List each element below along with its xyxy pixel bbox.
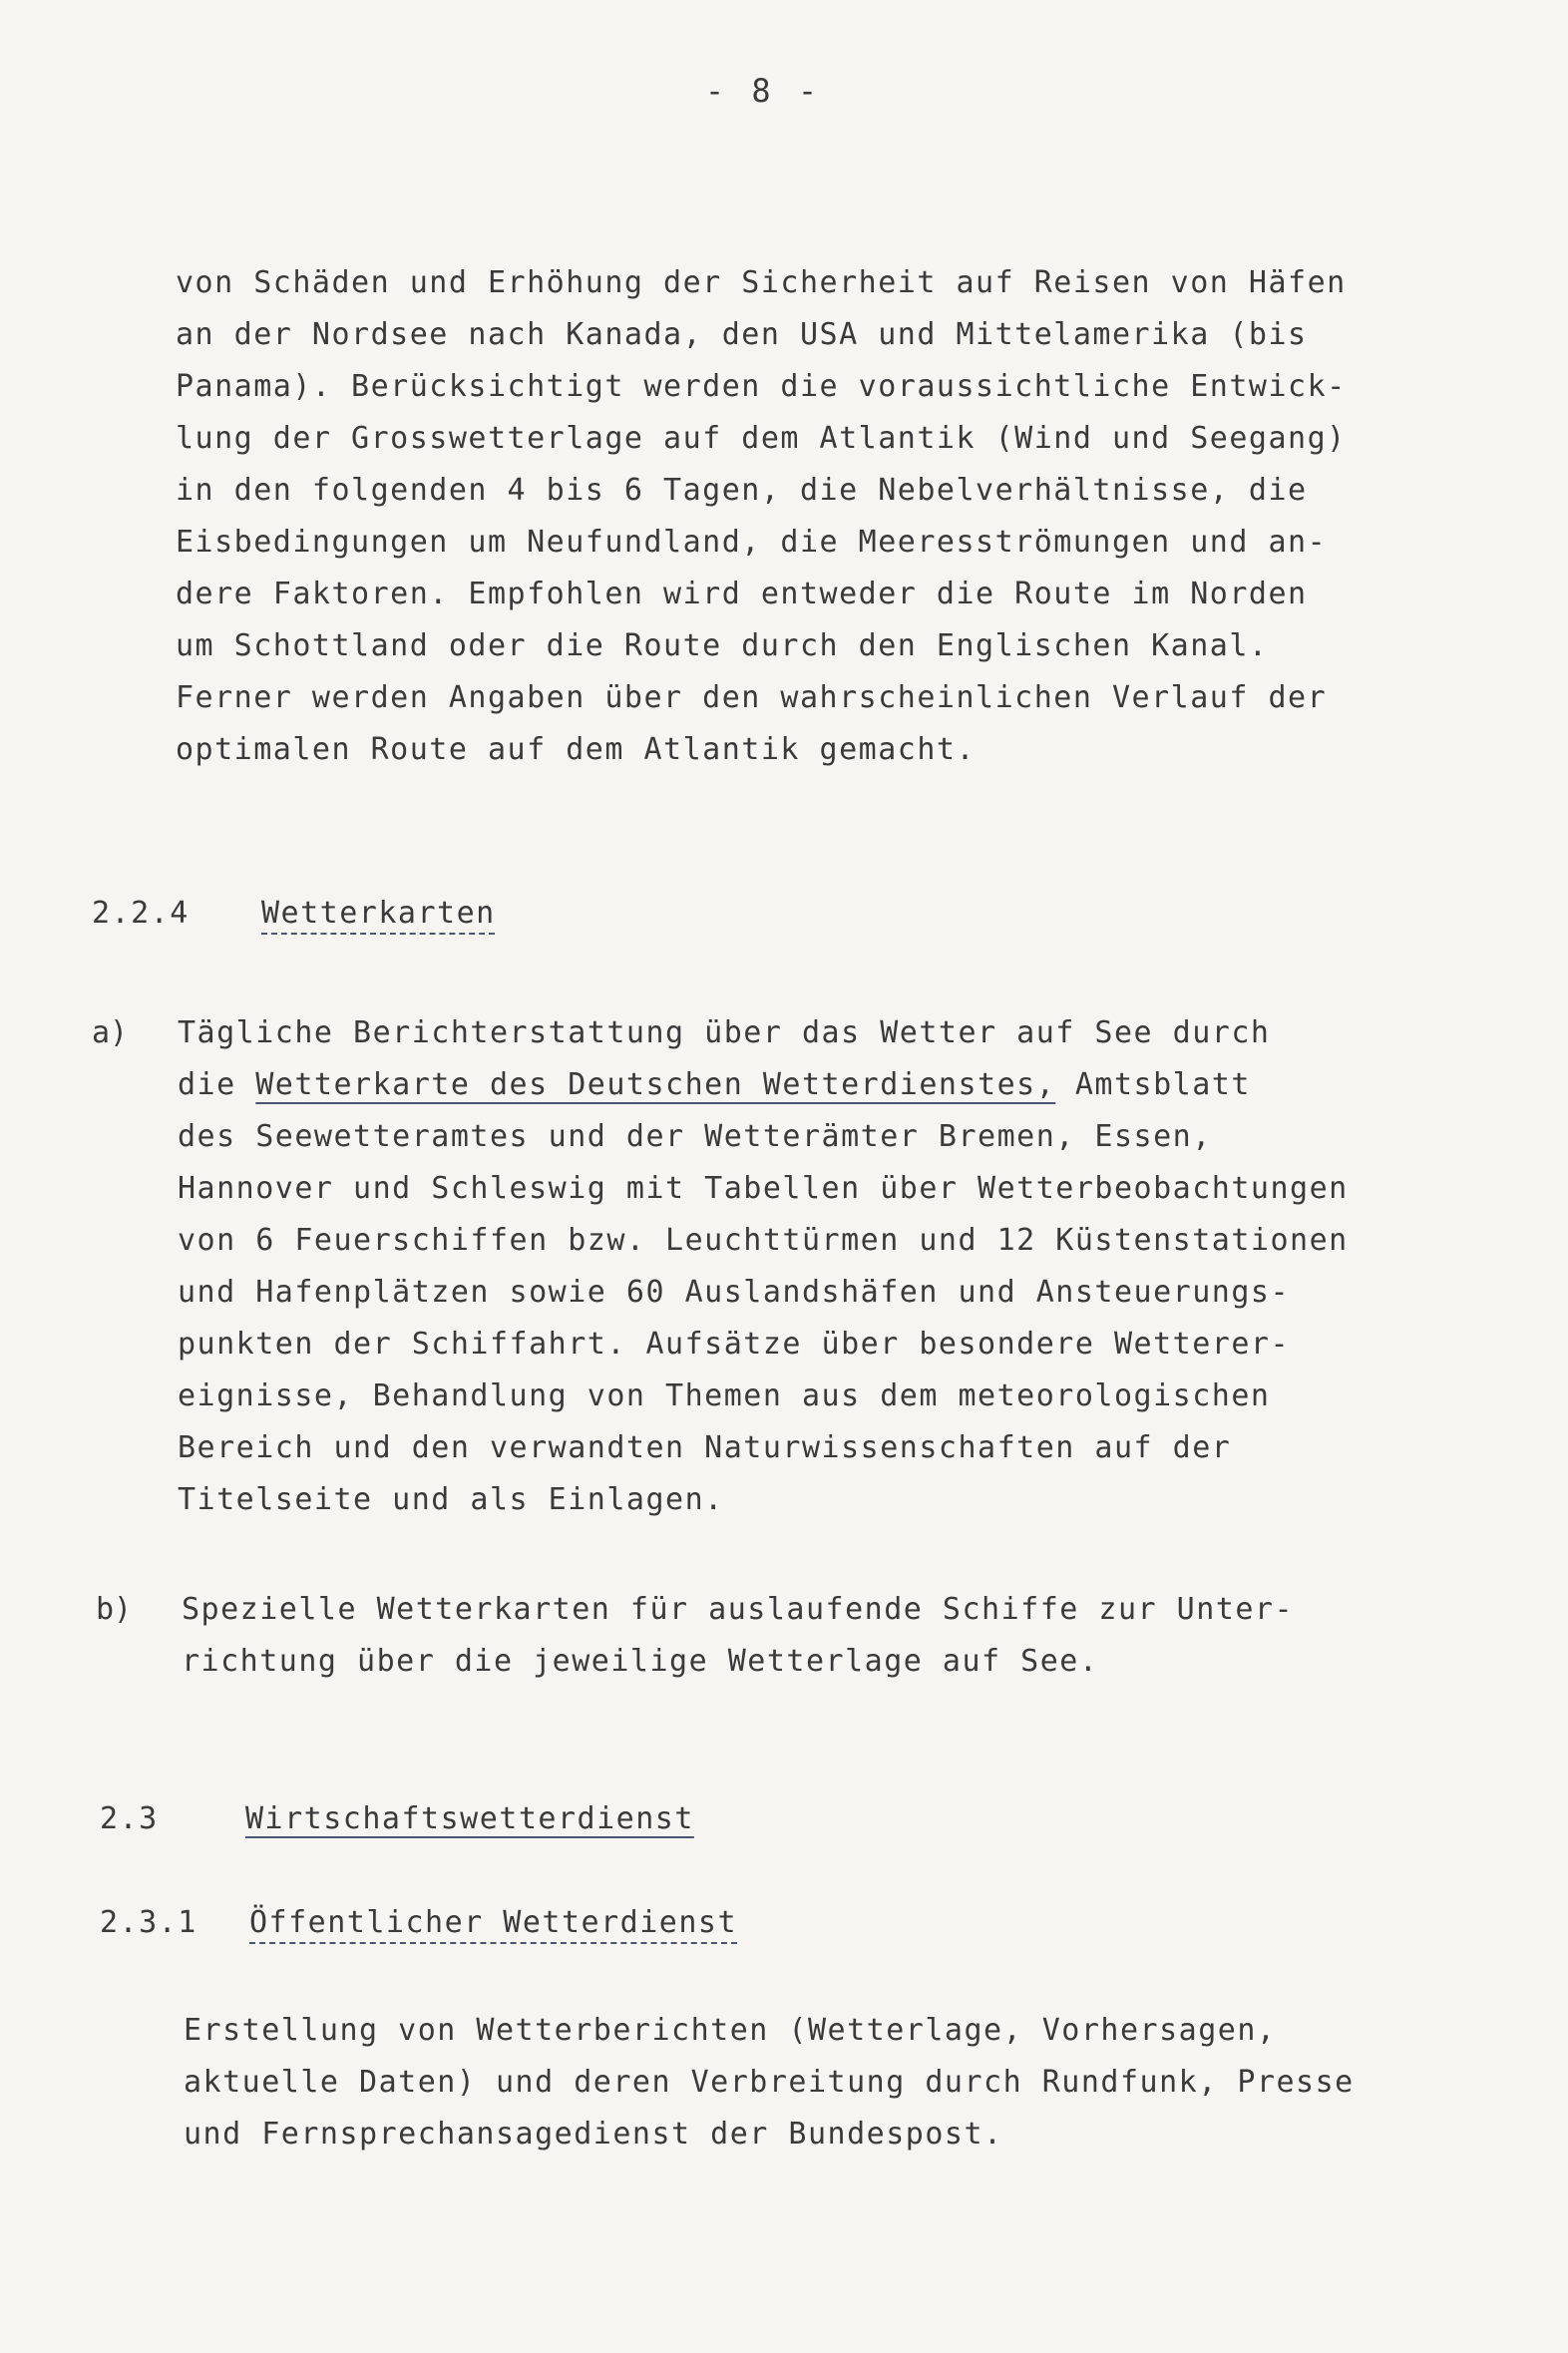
section-number: 2.3.1	[100, 1905, 197, 1940]
intro-line: optimalen Route auf dem Atlantik gemacht.	[176, 732, 977, 767]
item-a-line: Bereich und den verwandten Naturwissenschaften auf der	[178, 1430, 1232, 1465]
item-a-line: und Hafenplätzen sowie 60 Auslandshäfen und Ansteuerungs-	[178, 1275, 1291, 1310]
page-number: - 8 -	[704, 72, 822, 110]
list-label-b: b)	[96, 1592, 133, 1627]
item-a-line: eignisse, Behandlung von Themen aus dem meteorologischen	[178, 1378, 1271, 1413]
section-title	[249, 1905, 737, 1940]
intro-line: dere Faktoren. Empfohlen wird entweder die Route im Norden	[176, 577, 1308, 611]
section-title-text: Wirtschaftswetterdienst	[245, 1801, 694, 1836]
item-b-line: Spezielle Wetterkarten für auslaufende Schiffe zur Unter-	[182, 1592, 1295, 1627]
paragraph-line: aktuelle Daten) und deren Verbreitung durch Rundfunk, Presse	[184, 2065, 1355, 2100]
item-a-line: Tägliche Berichterstattung über das Wetter auf See durch	[178, 1015, 1271, 1050]
paragraph-line: Erstellung von Wetterberichten (Wetterlage, Vorhersagen,	[184, 2013, 1277, 2048]
intro-line: Ferner werden Angaben über den wahrscheinlichen Verlauf der	[176, 680, 1328, 715]
paragraph-line: und Fernsprechansagedienst der Bundespost.	[184, 2117, 1003, 2152]
item-a-line2-suffix: Amtsblatt	[1055, 1067, 1251, 1102]
item-a-line: von 6 Feuerschiffen bzw. Leuchttürmen und 12 Küstenstationen	[178, 1223, 1349, 1258]
intro-line: an der Nordsee nach Kanada, den USA und Mittelamerika (bis	[176, 317, 1308, 352]
intro-line: in den folgenden 4 bis 6 Tagen, die Nebelverhältnisse, die	[176, 473, 1308, 508]
item-a-line: Titelseite und als Einlagen.	[178, 1482, 724, 1517]
section-title-text: Öffentlicher Wetterdienst	[249, 1905, 738, 1940]
section-title	[261, 896, 496, 931]
item-a-line2-prefix: die	[178, 1067, 256, 1102]
intro-line: Panama). Berücksichtigt werden die voraussichtliche Entwick-	[176, 369, 1347, 404]
item-a-line	[178, 1067, 1251, 1102]
item-b-line: richtung über die jeweilige Wetterlage auf See.	[182, 1644, 1099, 1679]
item-a-line: Hannover und Schleswig mit Tabellen über Wetterbeobachtungen	[178, 1171, 1349, 1206]
section-number: 2.3	[100, 1801, 159, 1836]
intro-line: von Schäden und Erhöhung der Sicherheit auf Reisen von Häfen	[176, 265, 1347, 300]
intro-line: lung der Grosswetterlage auf dem Atlantik (Wind und Seegang)	[176, 421, 1347, 456]
intro-line: Eisbedingungen um Neufundland, die Meeresströmungen und an-	[176, 525, 1328, 560]
section-number: 2.2.4	[92, 896, 190, 931]
section-title-text: Wetterkarten	[261, 896, 496, 931]
intro-line: um Schottland oder die Route durch den Englischen Kanal.	[176, 628, 1269, 663]
item-a-line: punkten der Schiffahrt. Aufsätze über besondere Wetterer-	[178, 1327, 1291, 1362]
underlined-reference: Wetterkarte des Deutschen Wetterdienstes,	[255, 1067, 1056, 1102]
list-label-a: a)	[92, 1015, 129, 1050]
item-a-line: des Seewetteramtes und der Wetterämter Bremen, Essen,	[178, 1119, 1212, 1154]
section-title	[245, 1801, 694, 1836]
